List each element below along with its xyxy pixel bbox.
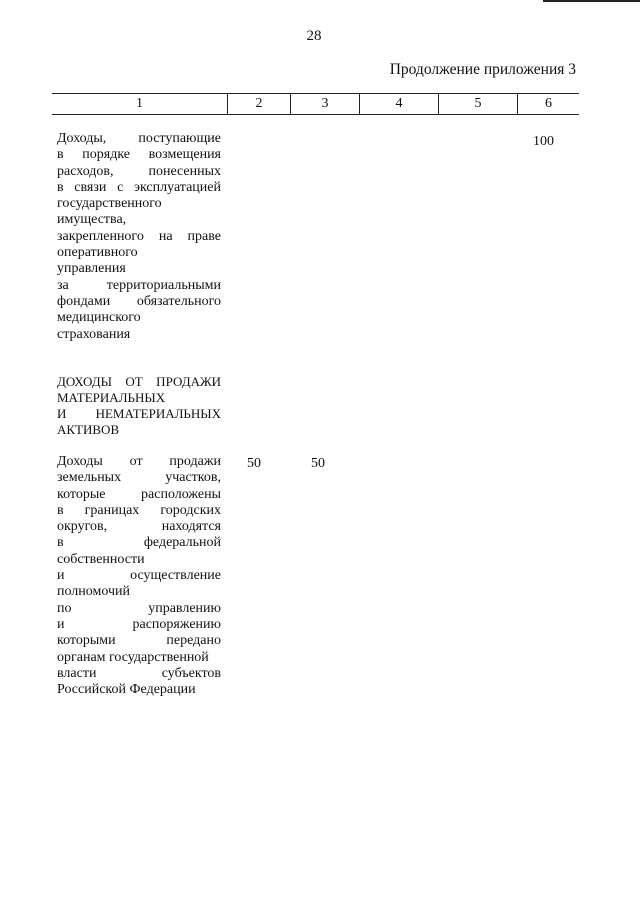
text-line: которые расположены <box>57 486 221 502</box>
text-line: фондами обязательного <box>57 293 221 309</box>
heading-line: МАТЕРИАЛЬНЫХ <box>57 390 166 405</box>
text-line: власти субъектов <box>57 665 221 681</box>
text-line: закрепленного на праве <box>57 228 221 244</box>
heading-line: АКТИВОВ <box>57 422 120 437</box>
text-line: Российской Федерации <box>57 682 196 698</box>
text-line: в границах городских <box>57 502 221 518</box>
text-line: которыми передано <box>57 633 221 649</box>
column-header-4: 4 <box>359 94 438 114</box>
text-line: и распоряжению <box>57 616 221 632</box>
text-line: по управлению <box>57 600 221 616</box>
heading-line: И НЕМАТЕРИАЛЬНЫХ <box>57 406 221 421</box>
column-header-6: 6 <box>517 94 579 114</box>
text-line: государственного <box>57 196 162 212</box>
row-reimbursement-description <box>57 131 221 343</box>
column-header-row <box>52 93 579 115</box>
section-heading-sales-income <box>57 374 221 438</box>
text-line: и осуществление <box>57 568 221 584</box>
appendix-continuation-note: Продолжение приложения 3 <box>389 61 576 78</box>
page-number: 28 <box>306 28 322 44</box>
text-line: полномочий <box>57 584 131 600</box>
text-line: за территориальными <box>57 277 221 293</box>
heading-line: ДОХОДЫ ОТ ПРОДАЖИ <box>57 374 221 389</box>
text-line: имущества, <box>57 212 127 228</box>
row-land-sales-description <box>57 454 221 698</box>
text-line: округов, находятся <box>57 519 221 535</box>
text-line: медицинского <box>57 310 141 326</box>
row-land-sales-col3-value: 50 <box>311 456 325 471</box>
row-land-sales-col2-value: 50 <box>247 456 261 471</box>
text-line: Доходы от продажи <box>57 454 221 469</box>
column-header-2: 2 <box>227 94 290 114</box>
column-header-1: 1 <box>136 96 143 111</box>
text-line: органам государственной <box>57 649 209 665</box>
text-line: в связи с эксплуатацией <box>57 179 221 195</box>
text-line: страхования <box>57 326 131 342</box>
text-line: управления <box>57 261 126 277</box>
text-line: земельных участков, <box>57 470 221 486</box>
text-line: расходов, понесенных <box>57 163 221 179</box>
text-line: оперативного <box>57 245 138 261</box>
column-header-3: 3 <box>290 94 359 114</box>
row-reimbursement-col6-value: 100 <box>533 134 554 149</box>
text-line: собственности <box>57 551 145 567</box>
text-line: в федеральной <box>57 535 221 551</box>
column-header-5: 5 <box>438 94 517 114</box>
top-edge-rule <box>543 0 640 2</box>
text-line: Доходы, поступающие <box>57 131 221 146</box>
text-line: в порядке возмещения <box>57 147 221 163</box>
